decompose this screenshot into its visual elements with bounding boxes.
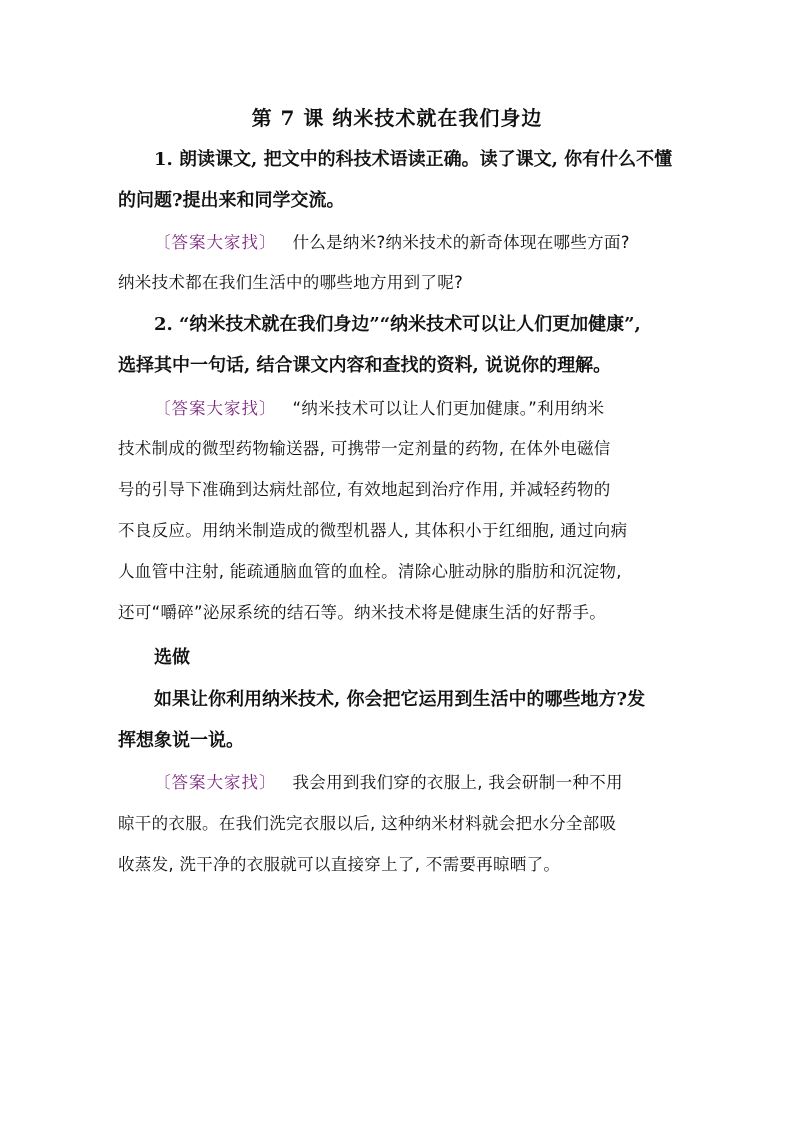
question-2-line-2: 选择其中一句话, 结合课文内容和查找的资料, 说说你的理解。 [118, 355, 612, 376]
answer-3-line-1 [154, 771, 623, 795]
optional-question-line-2: 挥想象说一说。 [118, 730, 244, 751]
question-1-line-1: 1. 朗读课文, 把文中的科技术语读正确。读了课文, 你有什么不懂 [154, 149, 673, 170]
question-2-line-1: 2. “纳米技术就在我们身边”“纳米技术可以让人们更加健康”, [154, 314, 641, 335]
answer-2-line-1 [154, 397, 604, 421]
answer-3-text-1: 我会用到我们穿的衣服上, 我会研制一种不用 [292, 773, 623, 792]
lesson-title: 第 7 课 纳米技术就在我们身边 [251, 106, 543, 130]
answer-2-text-1: “纳米技术可以让人们更加健康。”利用纳米 [292, 399, 605, 418]
answer-3-line-2: 晾干的衣服。在我们洗完衣服以后, 这种纳米材料就会把水分全部吸 [118, 814, 617, 833]
answer-2-line-3: 号的引导下准确到达病灶部位, 有效地起到治疗作用, 并减轻药物的 [118, 480, 611, 499]
answer-2-line-2: 技术制成的微型药物输送器, 可携带一定剂量的药物, 在体外电磁信 [118, 439, 611, 458]
answer-tag: 〔答案大家找〕 [154, 773, 277, 792]
answer-1-line-2: 纳米技术都在我们生活中的哪些地方用到了呢? [118, 273, 464, 292]
answer-2-line-5: 人血管中注射, 能疏通脑血管的血栓。清除心脏动脉的脂肪和沉淀物, [118, 562, 622, 581]
answer-1-line-1 [154, 231, 630, 255]
answer-3-line-3: 收蒸发, 洗干净的衣服就可以直接穿上了, 不需要再晾晒了。 [118, 855, 561, 874]
answer-1-text-1: 什么是纳米?纳米技术的新奇体现在哪些方面? [292, 233, 630, 252]
optional-question-line-1: 如果让你利用纳米技术, 你会把它运用到生活中的哪些地方?发 [154, 689, 646, 710]
answer-2-line-4: 不良反应。用纳米制造成的微型机器人, 其体积小于红细胞, 通过向病 [118, 521, 628, 540]
question-1-line-2: 的问题?提出来和同学交流。 [118, 190, 345, 211]
answer-2-line-6: 还可“嚼碎”泌尿系统的结石等。纳米技术将是健康生活的好帮手。 [118, 603, 607, 622]
optional-heading: 选做 [154, 647, 190, 668]
answer-tag: 〔答案大家找〕 [154, 233, 277, 252]
answer-tag: 〔答案大家找〕 [154, 399, 277, 418]
